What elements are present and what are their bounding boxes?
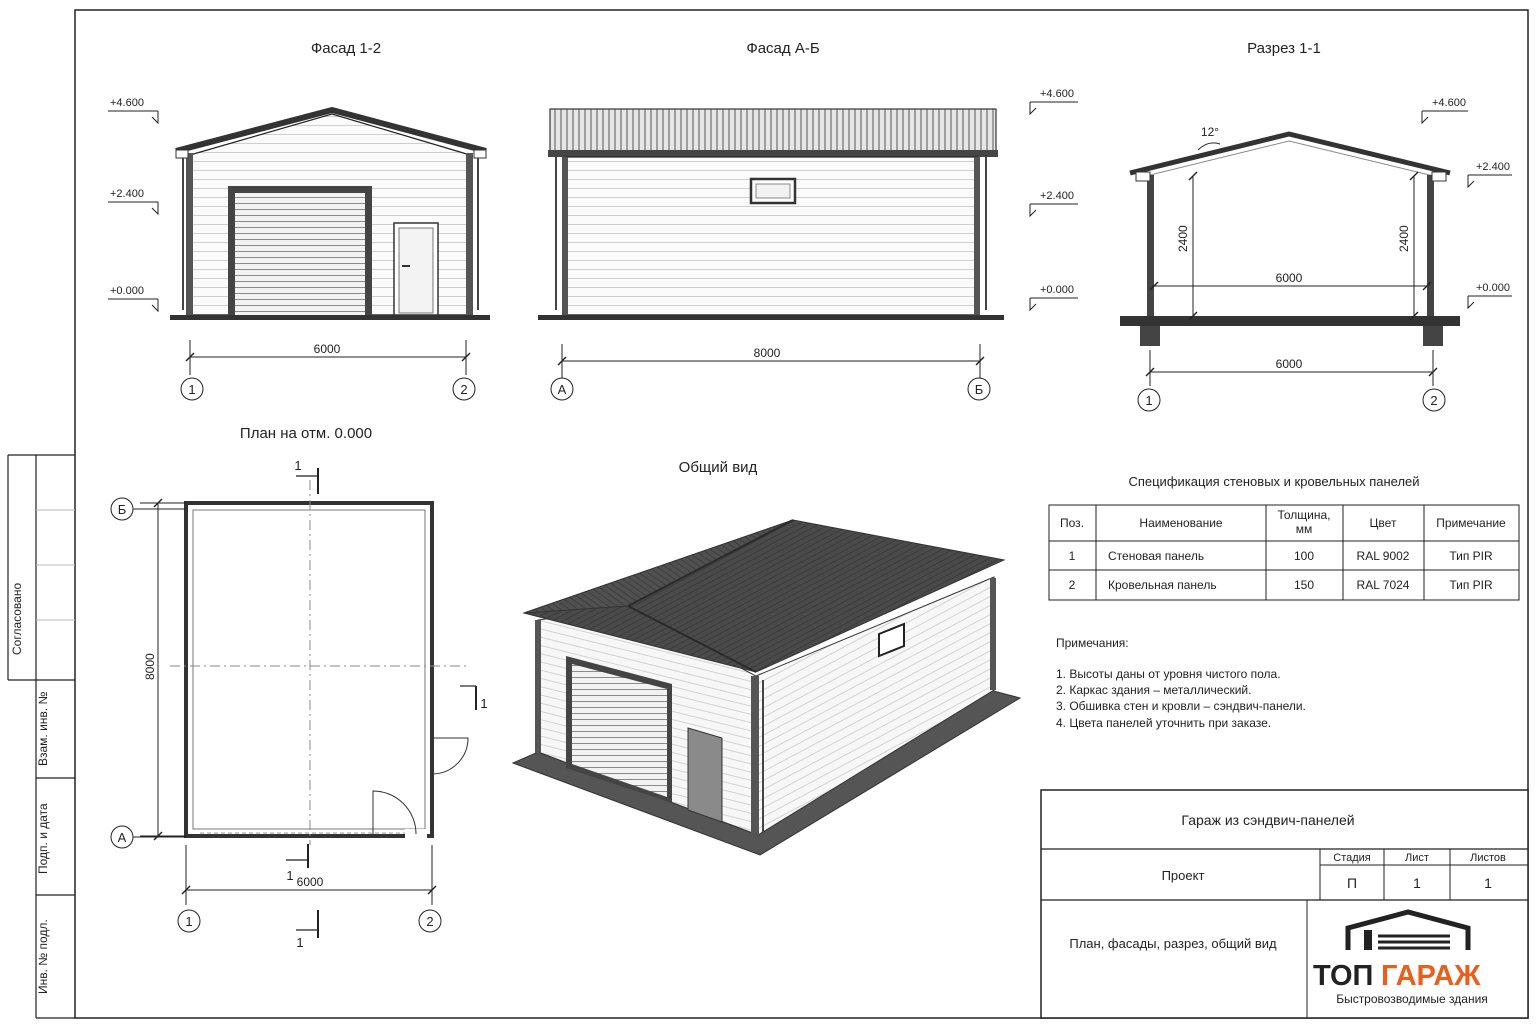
title-block	[1041, 790, 1528, 1018]
dimension-8000	[558, 344, 984, 378]
sheet-content: План, фасады, разрез, общий вид	[1069, 936, 1277, 951]
level-mark-top	[1422, 97, 1468, 123]
level-mark-eave	[1030, 190, 1078, 216]
gutter-right	[1432, 172, 1446, 181]
plan-outer-wall	[186, 503, 432, 836]
section-1-1-title: Разрез 1-1	[1247, 40, 1321, 57]
corner-column-right	[466, 153, 473, 315]
dimension-6000	[186, 340, 470, 375]
spec-cell: Кровельная панель	[1108, 578, 1217, 592]
dimension-label: 6000	[1275, 357, 1303, 371]
ground-line	[170, 315, 490, 320]
dimension-label: 6000	[313, 342, 341, 356]
dimension-label: 6000	[296, 875, 324, 889]
axis-label: Б	[117, 502, 127, 517]
axis-label: 1	[185, 914, 193, 929]
gutter-right	[474, 150, 486, 158]
section-1-1	[1120, 40, 1512, 411]
spec-table	[1049, 474, 1519, 600]
floor-plan	[111, 425, 488, 950]
axis-label: 2	[460, 382, 468, 397]
level-mark-zero	[1030, 284, 1078, 310]
dimension-6000-outer	[1146, 350, 1437, 386]
facade-a-b-title: Фасад А-Б	[746, 40, 820, 57]
spec-cell: Стеновая панель	[1108, 549, 1205, 563]
sidebar-inv-original: Инв. № подл.	[36, 919, 50, 994]
facade-a-b	[538, 40, 1078, 400]
section-cut-lower	[296, 910, 318, 950]
general-view	[513, 459, 1020, 855]
corner-post	[751, 676, 759, 835]
section-cut-top	[294, 458, 318, 494]
cut-label: 1	[480, 696, 488, 711]
column-left	[1147, 175, 1154, 318]
level-label: +0.000	[1040, 284, 1074, 296]
column-right	[974, 157, 980, 315]
logo-part-2: ГАРАЖ	[1381, 960, 1481, 992]
level-label: +4.600	[1040, 88, 1074, 100]
column-left	[562, 157, 568, 315]
project-name: Гараж из сэндвич-панелей	[1181, 812, 1355, 828]
sheet-value: 1	[1413, 875, 1421, 891]
axis-marker-a	[551, 378, 573, 400]
level-mark-zero	[1468, 282, 1512, 308]
spec-header-note: Примечание	[1436, 516, 1506, 530]
stage-value: П	[1346, 875, 1358, 891]
ground-line	[538, 315, 1004, 320]
axis-label: 2	[426, 914, 434, 929]
axis-marker-b	[111, 498, 186, 520]
axis-marker-2	[453, 378, 475, 400]
gutter-left	[1136, 172, 1150, 181]
dimension-label: 8000	[143, 653, 157, 680]
level-label: +0.000	[1476, 282, 1510, 294]
note-item: 4. Цвета панелей уточнить при заказе.	[1056, 716, 1272, 730]
level-label: +2.400	[1040, 190, 1074, 202]
section-cut-right	[460, 686, 488, 711]
note-item: 3. Обшивка стен и кровли – сэндвич-панели.	[1056, 699, 1306, 713]
spec-cell: RAL 9002	[1356, 549, 1410, 563]
axis-marker-1	[181, 378, 203, 400]
logo-part-1: ТОП	[1313, 960, 1374, 992]
dimension-2400-left	[1176, 172, 1197, 320]
spec-header-pos: Поз.	[1060, 516, 1084, 530]
spec-cell: 100	[1293, 549, 1315, 563]
spec-cell: 1	[1068, 549, 1076, 563]
axis-marker-2	[1423, 389, 1445, 411]
document-type: Проект	[1161, 868, 1205, 883]
dimension-8000	[140, 499, 186, 840]
corner-column-left	[186, 153, 193, 315]
plan-side-door-swing	[432, 738, 468, 774]
spec-cell: 150	[1293, 578, 1315, 592]
dimension-label: 8000	[753, 346, 781, 360]
spec-cell: Тип PIR	[1449, 578, 1493, 592]
level-mark-top	[1030, 88, 1078, 114]
level-mark-eave	[108, 188, 158, 214]
cut-label: 1	[294, 458, 302, 473]
roof-section	[1130, 134, 1450, 173]
slope-label: 12°	[1200, 125, 1220, 139]
column-right	[1427, 175, 1434, 318]
level-label: +0.000	[110, 285, 144, 297]
axis-marker-1	[178, 910, 200, 932]
sheets-header: Листов	[1470, 852, 1506, 864]
axis-label: 1	[1145, 393, 1153, 408]
logo-tagline: Быстровозводимые здания	[1336, 992, 1488, 1006]
foundation-left	[1140, 326, 1160, 346]
dimension-2400-right	[1397, 172, 1418, 320]
sectional-door	[235, 193, 365, 315]
axis-marker-2	[419, 910, 441, 932]
level-label: +4.600	[110, 97, 144, 109]
general-view-title: Общий вид	[678, 459, 758, 476]
level-label: +2.400	[1476, 161, 1510, 173]
sidebar-inv-replacement: Взам. инв. №	[36, 691, 50, 766]
gutter-left	[176, 150, 188, 158]
sidebar-sign-date: Подп. и дата	[36, 803, 50, 874]
axis-label: А	[557, 382, 567, 397]
dimension-6000-inner	[1150, 271, 1431, 290]
cut-label: 1	[286, 868, 294, 883]
note-item: 2. Каркас здания – металлический.	[1056, 683, 1252, 697]
axis-label: А	[117, 830, 127, 845]
level-label: +4.600	[1432, 97, 1466, 109]
plan-inner-wall	[193, 510, 425, 829]
axis-marker-b	[968, 378, 990, 400]
cut-label: 1	[296, 935, 304, 950]
stage-header: Стадия	[1333, 852, 1371, 864]
level-mark-eave	[1468, 161, 1512, 187]
level-mark-top	[108, 97, 158, 123]
note-item: 1. Высоты даны от уровня чистого пола.	[1056, 667, 1281, 681]
axis-marker-a	[111, 826, 186, 848]
spec-header-name: Наименование	[1139, 516, 1223, 530]
dimension-label: 6000	[1275, 271, 1303, 285]
plan-title: План на отм. 0.000	[239, 425, 373, 442]
roof-panel	[550, 109, 996, 152]
left-sidebar	[8, 455, 75, 1018]
spec-header-unit: мм	[1295, 522, 1313, 536]
sidebar-agreed: Согласовано	[10, 582, 24, 655]
spec-header-color: Цвет	[1369, 516, 1397, 530]
spec-header-thickness: Толщина,	[1277, 508, 1331, 522]
axis-label: Б	[974, 382, 984, 397]
dimension-label: 2400	[1397, 225, 1411, 252]
level-label: +2.400	[110, 188, 144, 200]
spec-title: Спецификация стеновых и кровельных панелей	[1128, 474, 1420, 489]
entrance-door-iso	[688, 728, 722, 822]
axis-marker-1	[1138, 389, 1160, 411]
axis-label: 2	[1430, 393, 1438, 408]
axis-label: 1	[188, 382, 196, 397]
eave-board	[548, 150, 998, 157]
spec-cell: 2	[1068, 578, 1076, 592]
notes-title: Примечания:	[1056, 636, 1129, 650]
level-mark-zero	[108, 285, 158, 311]
spec-cell: Тип PIR	[1449, 549, 1493, 563]
sheets-value: 1	[1484, 875, 1492, 891]
notes	[1056, 636, 1306, 730]
facade-1-2-title: Фасад 1-2	[310, 40, 382, 57]
dimension-label: 2400	[1176, 225, 1190, 252]
facade-1-2	[108, 40, 490, 400]
foundation-right	[1423, 326, 1443, 346]
spec-cell: RAL 7024	[1356, 578, 1410, 592]
sheet-header: Лист	[1405, 852, 1429, 864]
floor-slab	[1120, 316, 1460, 326]
